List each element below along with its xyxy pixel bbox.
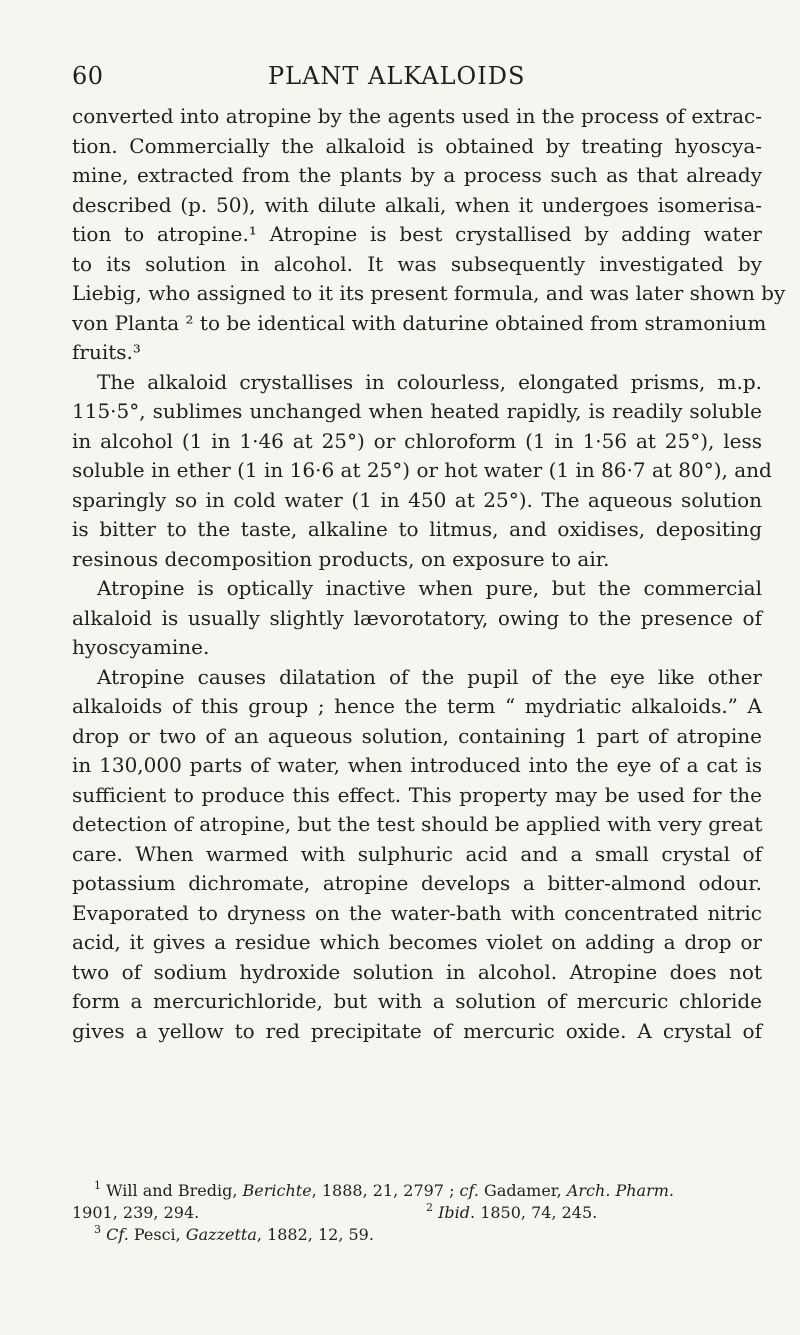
text-line: in 130,000 parts of water, when introduced into the eye of a cat is bbox=[72, 753, 762, 777]
page-header bbox=[72, 56, 762, 96]
footnote-journal: Berichte bbox=[242, 1181, 312, 1200]
footnote-cf: Cf. bbox=[106, 1225, 129, 1244]
text-line: fruits.³ bbox=[72, 340, 141, 364]
footnotes bbox=[72, 1180, 762, 1246]
running-title: PLANT ALKALOIDS bbox=[268, 62, 526, 90]
footnote-text: , 1888, 21, 2797 ; bbox=[311, 1181, 460, 1200]
text-line: Liebig, who assigned to it its present formula, and was later shown by bbox=[72, 281, 786, 305]
footnote-1 bbox=[72, 1180, 762, 1202]
footnote-text: 1850, 74, 245. bbox=[475, 1203, 598, 1222]
text-line: sufficient to produce this effect. This property may be used for the bbox=[72, 782, 762, 807]
text-line: acid, it gives a residue which becomes violet on adding a drop or bbox=[72, 930, 762, 954]
text-line: drop or two of an aqueous solution, containing 1 part of atropine bbox=[72, 723, 762, 748]
footnote-marker: 2 bbox=[426, 1201, 433, 1214]
footnote-2 bbox=[426, 1202, 597, 1224]
footnote-text: Gadamer, bbox=[478, 1181, 567, 1200]
text-line: care. When warmed with sulphuric acid and a small crystal of bbox=[72, 841, 762, 866]
text-line: to its solution in alcohol. It was subsequently investigated by bbox=[72, 251, 762, 276]
footnote-journal: Arch. Pharm. bbox=[566, 1181, 674, 1200]
footnote-journal: Gazzetta bbox=[185, 1225, 257, 1244]
text-line: gives a yellow to red precipitate of mercuric oxide. A crystal of bbox=[72, 1018, 762, 1043]
text-line: hyoscyamine. bbox=[72, 635, 210, 659]
footnote-cf: cf. bbox=[459, 1181, 479, 1200]
text-line: in alcohol (1 in 1·46 at 25°) or chloroform (1 in 1·56 at 25°), less bbox=[72, 428, 762, 453]
text-line: two of sodium hydroxide solution in alcohol. Atropine does not bbox=[72, 959, 762, 984]
footnote-text: 1901, 239, 294. bbox=[72, 1203, 200, 1222]
body-text bbox=[72, 102, 786, 1046]
text-line: alkaloid is usually slightly lævorotatory, owing to the presence of bbox=[72, 605, 762, 630]
text-line: resinous decomposition products, on exposure to air. bbox=[72, 546, 610, 571]
footnote-text: , 1882, 12, 59. bbox=[256, 1225, 374, 1244]
footnote-marker: 1 bbox=[94, 1179, 101, 1192]
text-line: tion. Commercially the alkaloid is obtained by treating hyoscya- bbox=[72, 133, 762, 158]
text-line: mine, extracted from the plants by a process such as that already bbox=[72, 163, 762, 187]
text-line: converted into atropine by the agents used in the process of extrac- bbox=[72, 104, 762, 128]
text-line: tion to atropine.¹ Atropine is best crystallised by adding water bbox=[72, 222, 762, 246]
footnote-ibid: Ibid. bbox=[438, 1203, 476, 1222]
paragraph-start-line: Atropine is optically inactive when pure, but the commercial bbox=[97, 576, 762, 600]
footnote-3 bbox=[72, 1224, 762, 1246]
text-line: soluble in ether (1 in 16·6 at 25°) or hot water (1 in 86·7 at 80°), and bbox=[72, 458, 772, 482]
text-line: form a mercurichloride, but with a solution of mercuric chloride bbox=[72, 989, 762, 1013]
text-line: alkaloids of this group ; hence the term “ mydriatic alkaloids.” A bbox=[72, 694, 762, 718]
text-line: is bitter to the taste, alkaline to litmus, and oxidises, depositing bbox=[72, 517, 762, 541]
text-line: von Planta ² to be identical with daturine obtained from stramonium bbox=[72, 310, 767, 335]
paragraph-start-line: Atropine causes dilatation of the pupil of the eye like other bbox=[97, 664, 762, 689]
page-number: 60 bbox=[72, 62, 104, 90]
text-line: potassium dichromate, atropine develops a bitter-almond odour. bbox=[72, 871, 762, 895]
text-line: sparingly so in cold water (1 in 450 at 25°). The aqueous solution bbox=[72, 487, 762, 512]
text-line: Evaporated to dryness on the water-bath with concentrated nitric bbox=[72, 900, 762, 925]
footnote-text: Pesci, bbox=[128, 1225, 186, 1244]
text-line: 115·5°, sublimes unchanged when heated rapidly, is readily soluble bbox=[72, 399, 762, 423]
text-line: described (p. 50), with dilute alkali, when it undergoes isomerisa- bbox=[72, 192, 762, 217]
paragraph-start-line: The alkaloid crystallises in colourless, elongated prisms, m.p. bbox=[97, 369, 762, 394]
footnote-continuation-line bbox=[72, 1202, 762, 1224]
text-line: detection of atropine, but the test should be applied with very great bbox=[72, 812, 763, 836]
footnote-marker: 3 bbox=[94, 1223, 101, 1236]
footnote-text: Will and Bredig, bbox=[106, 1181, 243, 1200]
